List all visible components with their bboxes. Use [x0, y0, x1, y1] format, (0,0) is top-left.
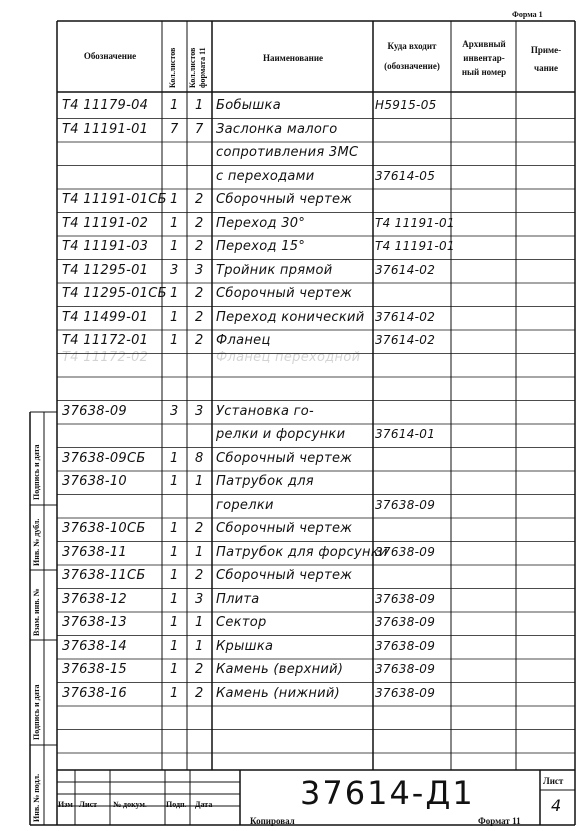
format-count-cell: 1 — [195, 615, 204, 630]
footer-copied: Копировал — [250, 816, 295, 826]
header-designation: Обозначение — [83, 51, 137, 61]
format-count-cell: 2 — [195, 192, 204, 207]
designation-cell: 37638-16 — [62, 685, 127, 701]
name-cell: Плита — [216, 591, 260, 607]
footer-podp: Подп. — [166, 800, 187, 809]
sheet-label: Лист — [543, 776, 564, 786]
sheet-count-cell: 1 — [170, 333, 179, 348]
designation-cell: Т4 11191-01СБ — [62, 192, 167, 207]
designation-cell: Т4 11499-01 — [62, 309, 149, 325]
designation-cell: Т4 11191-02 — [62, 215, 149, 231]
format-count-cell: 2 — [195, 521, 204, 536]
erased-designation: Т4 11172-02 — [62, 350, 149, 365]
name-cell: Фланец — [216, 333, 271, 348]
sheet-count-cell: 1 — [170, 192, 179, 207]
footer-format: Формат 11 — [478, 816, 521, 826]
designation-cell: 37638-12 — [62, 591, 127, 607]
sheet-count-cell: 1 — [170, 98, 179, 113]
name-cell: Установка го- — [216, 403, 315, 419]
name-cell: Сборочный чертеж — [216, 521, 353, 536]
format-count-cell: 2 — [195, 215, 204, 231]
name-cell: с переходами — [216, 168, 315, 184]
name-cell: Переход конический — [216, 309, 365, 325]
header-where-line2: (обозначение) — [384, 61, 440, 71]
sheet-count-cell: 1 — [170, 591, 179, 607]
designation-cell: Т4 11191-03 — [62, 239, 149, 254]
sheet-count-cell: 7 — [170, 121, 179, 137]
name-cell: Патрубок для — [216, 474, 314, 489]
format-count-cell: 3 — [195, 591, 204, 607]
sheet-count-cell: 1 — [170, 450, 179, 466]
format-count-cell: 2 — [195, 662, 204, 677]
sheet-count-cell: 1 — [170, 544, 179, 560]
name-cell: Камень (нижний) — [216, 685, 340, 701]
where-used-cell: 37614-02 — [375, 309, 436, 324]
side-label-inv-podl: Инв. № подл. — [32, 773, 41, 822]
designation-cell: Т4 11295-01 — [62, 262, 149, 278]
designation-cell: 37638-14 — [62, 638, 127, 654]
format-count-cell: 1 — [195, 474, 204, 489]
where-used-cell: 37638-09 — [375, 497, 436, 512]
sheet-count-cell: 3 — [170, 262, 179, 278]
format-count-cell: 2 — [195, 685, 204, 701]
side-label-inv-dubl: Инв. № дубл. — [32, 518, 41, 566]
where-used-cell: 37614-02 — [375, 262, 436, 277]
name-cell: Сборочный чертеж — [216, 450, 353, 466]
name-cell: Крышка — [216, 638, 274, 654]
sheet-count-cell: 1 — [170, 239, 179, 254]
header-format-count: Кол.листов формата 11 — [188, 47, 207, 88]
document-number: 37614-Д1 — [300, 774, 475, 812]
format-count-cell: 2 — [195, 333, 204, 348]
name-cell: релки и форсунки — [216, 427, 346, 442]
designation-cell: Т4 11295-01СБ — [62, 286, 167, 301]
where-used-cell: 37614-01 — [375, 427, 436, 441]
header-note-line1: Приме- — [530, 45, 562, 55]
name-cell: Сборочный чертеж — [216, 192, 353, 207]
where-used-cell: 37614-05 — [375, 168, 436, 183]
designation-cell: 37638-09 — [62, 403, 127, 419]
sheet-count-cell: 1 — [170, 638, 179, 654]
format-count-cell: 2 — [195, 286, 204, 301]
sheet-count-cell: 1 — [170, 474, 179, 489]
designation-cell: 37638-15 — [62, 662, 127, 677]
format-count-cell: 1 — [195, 638, 204, 654]
designation-cell: 37638-11 — [62, 544, 127, 560]
sheet-count-cell: 3 — [170, 403, 179, 419]
format-count-cell: 3 — [195, 403, 204, 419]
sheet-count-cell: 1 — [170, 662, 179, 677]
side-label-podpis-bottom: Подпись и дата — [32, 684, 41, 740]
sheet-count-cell: 1 — [170, 215, 179, 231]
format-count-cell: 2 — [195, 239, 204, 254]
where-used-cell: Т4 11191-01 — [375, 239, 455, 253]
name-cell: Бобышка — [216, 98, 281, 113]
sheet-count-cell: 1 — [170, 286, 179, 301]
designation-cell: 37638-11СБ — [62, 568, 146, 583]
designation-cell: 37638-13 — [62, 615, 127, 630]
name-cell: Тройник прямой — [216, 262, 333, 278]
designation-cell: 37638-10СБ — [62, 521, 146, 536]
name-cell: горелки — [216, 497, 274, 513]
name-cell: Сборочный чертеж — [216, 568, 353, 583]
name-cell: Сектор — [216, 615, 267, 630]
designation-cell: 37638-09СБ — [62, 450, 146, 466]
header-where-line1: Куда входит — [387, 41, 437, 51]
header-sheet-count: Кол.листов — [168, 47, 177, 88]
where-used-cell: 37638-09 — [375, 615, 436, 629]
format-count-cell: 8 — [195, 450, 204, 466]
designation-cell: Т4 11172-01 — [62, 333, 149, 348]
footer-izm: Изм — [58, 800, 73, 809]
footer-doc-num: № докум. — [113, 800, 147, 809]
name-cell: Камень (верхний) — [216, 662, 344, 677]
sheet-count-cell: 1 — [170, 309, 179, 325]
where-used-cell: 37638-09 — [375, 544, 436, 559]
side-label-vzam-inv: Взам. инв. № — [32, 588, 41, 636]
where-used-cell: 37638-09 — [375, 685, 436, 700]
header-name: Наименование — [263, 53, 323, 63]
sheet-count-cell: 1 — [170, 568, 179, 583]
designation-cell: Т4 11179-04 — [62, 98, 149, 113]
where-used-cell: 37638-09 — [375, 591, 436, 606]
format-count-cell: 3 — [195, 262, 204, 278]
footer-list: Лист — [79, 800, 98, 809]
sheet-count-cell: 1 — [170, 685, 179, 701]
designation-cell: 37638-10 — [62, 474, 127, 489]
format-count-cell: 1 — [195, 98, 204, 113]
sheet-number: 4 — [551, 796, 562, 815]
where-used-cell: Н5915-05 — [375, 98, 437, 112]
name-cell: сопротивления 3МС — [216, 145, 359, 160]
where-used-cell: 37614-02 — [375, 333, 436, 347]
name-cell: Патрубок для форсунки — [216, 544, 388, 560]
footer-data: Дата — [195, 800, 213, 809]
header-archive-line2: инвентар- — [463, 53, 505, 63]
designation-cell: Т4 11191-01 — [62, 121, 149, 137]
name-cell: Заслонка малого — [216, 121, 338, 137]
format-count-cell: 1 — [195, 544, 204, 560]
format-count-cell: 2 — [195, 309, 204, 325]
erased-name: Фланец переходной — [216, 350, 361, 365]
format-count-cell: 2 — [195, 568, 204, 583]
format-count-cell: 7 — [195, 121, 204, 137]
name-cell: Переход 15° — [216, 239, 306, 254]
name-cell: Сборочный чертеж — [216, 286, 353, 301]
where-used-cell: Т4 11191-01 — [375, 215, 455, 230]
header-archive-line1: Архивный — [462, 39, 506, 49]
header-note-line2: чание — [534, 63, 558, 73]
header-archive-line3: ный номер — [461, 67, 507, 77]
sheet-count-cell: 1 — [170, 521, 179, 536]
where-used-cell: 37638-09 — [375, 662, 436, 676]
name-cell: Переход 30° — [216, 215, 306, 231]
where-used-cell: 37638-09 — [375, 638, 436, 653]
sheet-count-cell: 1 — [170, 615, 179, 630]
side-label-podpis-top: Подпись и дата — [32, 444, 41, 500]
form-type-label: Форма 1 — [512, 10, 543, 19]
